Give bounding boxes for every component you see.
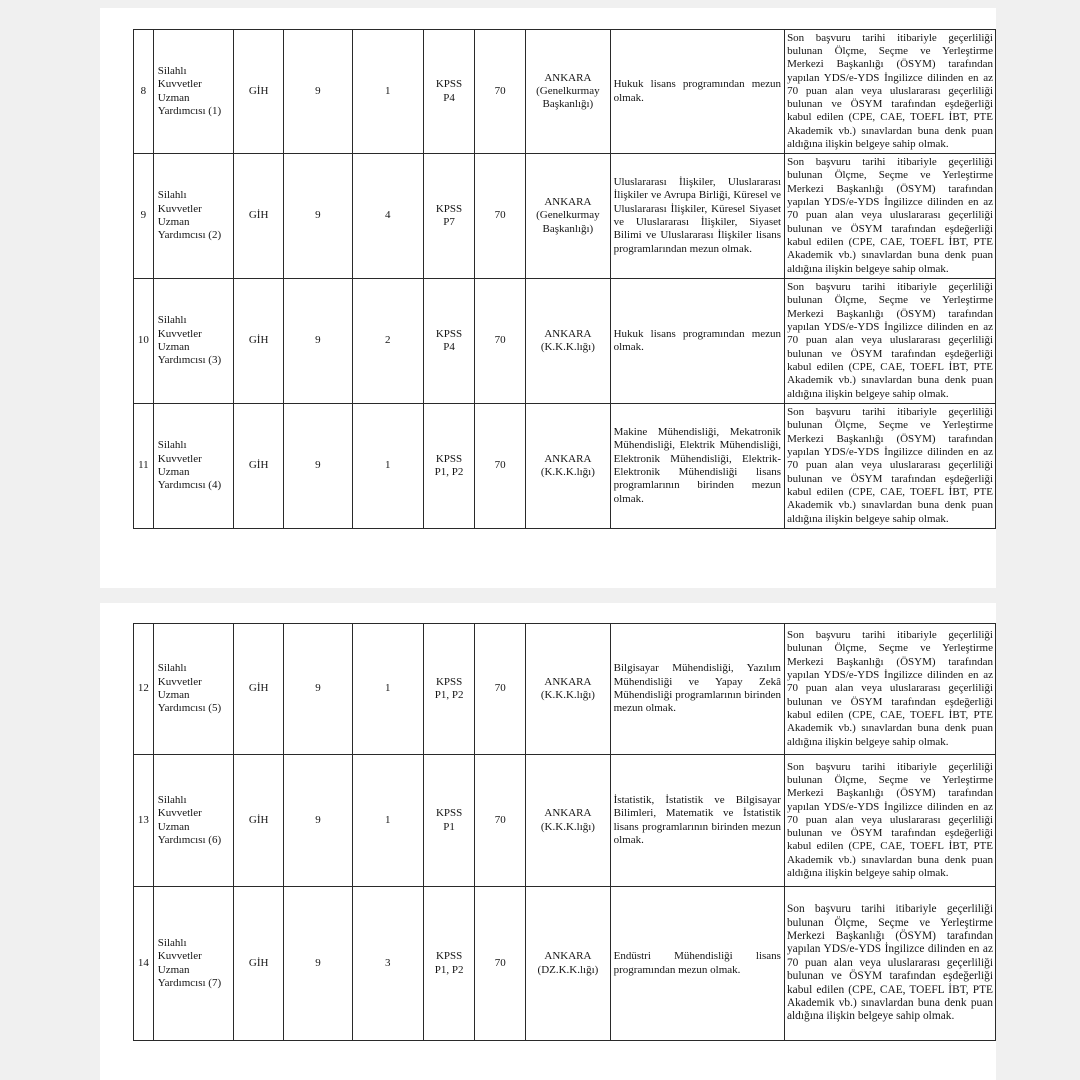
document-page-2 [100,603,996,1080]
row-number: 14 [134,887,154,1041]
vacancy-count: 1 [352,624,423,755]
vacancy-count: 1 [352,404,423,529]
position-title: Silahlı Kuvvetler Uzman Yardımcısı (1) [153,30,233,154]
vacancy-count: 1 [352,755,423,887]
kpss-type: KPSS P4 [423,279,474,404]
unit-code: GİH [234,404,284,529]
grade: 9 [284,279,352,404]
row-number: 9 [134,154,154,279]
min-score: 70 [475,404,526,529]
table-row [134,755,996,887]
language-requirement: Son başvuru tarihi itibariyle geçerliliği bulunan Ölçme, Seçme ve Yerleştirme Merkezi Başkanlığı (ÖSYM) tarafından yapılan YDS/e-YDS İngilizce dilinden en az 70 puan alan veya uluslararası geçerliliği bulunan ve ÖSYM tarafından eşdeğerliği kabul edilen (CPE, CAE, TOEFL İBT, PTE Akademik vb.) sınavlardan buna denk puan aldığına ilişkin belgeye sahip olmak. [785,279,996,404]
table-row [134,154,996,279]
position-title: Silahlı Kuvvetler Uzman Yardımcısı (4) [153,404,233,529]
education-requirement: Hukuk lisans programından mezun olmak. [610,30,784,154]
grade: 9 [284,755,352,887]
education-requirement: Hukuk lisans programından mezun olmak. [610,279,784,404]
kpss-type: KPSS P4 [423,30,474,154]
vacancy-count: 1 [352,30,423,154]
table-row [134,404,996,529]
location: ANKARA (K.K.K.lığı) [526,755,610,887]
position-title: Silahlı Kuvvetler Uzman Yardımcısı (5) [153,624,233,755]
education-requirement: Bilgisayar Mühendisliği, Yazılım Mühendisliği ve Yapay Zekâ Mühendisliği programlarının birinden mezun olmak. [610,624,784,755]
unit-code: GİH [234,30,284,154]
kpss-type: KPSS P1, P2 [423,624,474,755]
kpss-type: KPSS P7 [423,154,474,279]
location: ANKARA (DZ.K.K.lığı) [526,887,610,1041]
grade: 9 [284,887,352,1041]
location: ANKARA (Genelkurmay Başkanlığı) [526,30,610,154]
min-score: 70 [475,154,526,279]
min-score: 70 [475,30,526,154]
unit-code: GİH [234,279,284,404]
positions-table [133,29,996,529]
min-score: 70 [475,279,526,404]
table-row [134,887,996,1041]
table-row [134,30,996,154]
position-title: Silahlı Kuvvetler Uzman Yardımcısı (7) [153,887,233,1041]
row-number: 13 [134,755,154,887]
row-number: 10 [134,279,154,404]
location: ANKARA (K.K.K.lığı) [526,624,610,755]
vacancy-count: 2 [352,279,423,404]
language-requirement: Son başvuru tarihi itibariyle geçerliliği bulunan Ölçme, Seçme ve Yerleştirme Merkezi Başkanlığı (ÖSYM) tarafından yapılan YDS/e-YDS İngilizce dilinden en az 70 puan alan veya uluslararası geçerliliği bulunan ve ÖSYM tarafından eşdeğerliği kabul edilen (CPE, CAE, TOEFL İBT, PTE Akademik vb.) sınavlardan buna denk puan aldığına ilişkin belgeye sahip olmak. [784,887,995,1041]
kpss-type: KPSS P1, P2 [423,404,474,529]
unit-code: GİH [234,755,284,887]
grade: 9 [284,30,352,154]
language-requirement: Son başvuru tarihi itibariyle geçerliliği bulunan Ölçme, Seçme ve Yerleştirme Merkezi Başkanlığı (ÖSYM) tarafından yapılan YDS/e-YDS İngilizce dilinden en az 70 puan alan veya uluslararası geçerliliği bulunan ve ÖSYM tarafından eşdeğerliği kabul edilen (CPE, CAE, TOEFL İBT, PTE Akademik vb.) sınavlardan buna denk puan aldığına ilişkin belgeye sahip olmak. [784,624,995,755]
language-requirement: Son başvuru tarihi itibariyle geçerliliği bulunan Ölçme, Seçme ve Yerleştirme Merkezi Başkanlığı (ÖSYM) tarafından yapılan YDS/e-YDS İngilizce dilinden en az 70 puan alan veya uluslararası geçerliliği bulunan ve ÖSYM tarafından eşdeğerliği kabul edilen (CPE, CAE, TOEFL İBT, PTE Akademik vb.) sınavlardan buna denk puan aldığına ilişkin belgeye sahip olmak. [785,154,996,279]
table-row [134,624,996,755]
language-requirement: Son başvuru tarihi itibariyle geçerliliği bulunan Ölçme, Seçme ve Yerleştirme Merkezi Başkanlığı (ÖSYM) tarafından yapılan YDS/e-YDS İngilizce dilinden en az 70 puan alan veya uluslararası geçerliliği bulunan ve ÖSYM tarafından eşdeğerliği kabul edilen (CPE, CAE, TOEFL İBT, PTE Akademik vb.) sınavlardan buna denk puan aldığına ilişkin belgeye sahip olmak. [785,404,996,529]
grade: 9 [284,154,352,279]
row-number: 11 [134,404,154,529]
unit-code: GİH [234,154,284,279]
row-number: 8 [134,30,154,154]
min-score: 70 [475,624,526,755]
language-requirement: Son başvuru tarihi itibariyle geçerliliği bulunan Ölçme, Seçme ve Yerleştirme Merkezi Başkanlığı (ÖSYM) tarafından yapılan YDS/e-YDS İngilizce dilinden en az 70 puan alan veya uluslararası geçerliliği bulunan ve ÖSYM tarafından eşdeğerliği kabul edilen (CPE, CAE, TOEFL İBT, PTE Akademik vb.) sınavlardan buna denk puan aldığına ilişkin belgeye sahip olmak. [784,755,995,887]
document-page-1 [100,8,996,588]
education-requirement: Endüstri Mühendisliği lisans programından mezun olmak. [610,887,784,1041]
vacancy-count: 4 [352,154,423,279]
grade: 9 [284,624,352,755]
kpss-type: KPSS P1, P2 [423,887,474,1041]
location: ANKARA (K.K.K.lığı) [526,279,610,404]
position-title: Silahlı Kuvvetler Uzman Yardımcısı (3) [153,279,233,404]
grade: 9 [284,404,352,529]
kpss-type: KPSS P1 [423,755,474,887]
education-requirement: Makine Mühendisliği, Mekatronik Mühendisliği, Elektrik Mühendisliği, Elektronik Mühendisliği, Elektrik-Elektronik Mühendisliği lisans programlarının birinden mezun olmak. [610,404,784,529]
education-requirement: Uluslararası İlişkiler, Uluslararası İlişkiler ve Avrupa Birliği, Küresel ve Uluslararası İlişkiler, Küresel Siyaset ve Uluslararası İlişkiler, Siyaset Bilimi ve Uluslararası İlişkiler lisans programlarından mezun olmak. [610,154,784,279]
education-requirement: İstatistik, İstatistik ve Bilgisayar Bilimleri, Matematik ve İstatistik lisans programlarının birinden mezun olmak. [610,755,784,887]
min-score: 70 [475,887,526,1041]
language-requirement: Son başvuru tarihi itibariyle geçerliliği bulunan Ölçme, Seçme ve Yerleştirme Merkezi Başkanlığı (ÖSYM) tarafından yapılan YDS/e-YDS İngilizce dilinden en az 70 puan alan veya uluslararası geçerliliği bulunan ve ÖSYM tarafından eşdeğerliği kabul edilen (CPE, CAE, TOEFL İBT, PTE Akademik vb.) sınavlardan buna denk puan aldığına ilişkin belgeye sahip olmak. [785,30,996,154]
positions-table [133,623,996,1041]
position-title: Silahlı Kuvvetler Uzman Yardımcısı (6) [153,755,233,887]
row-number: 12 [134,624,154,755]
min-score: 70 [475,755,526,887]
unit-code: GİH [234,624,284,755]
location: ANKARA (K.K.K.lığı) [526,404,610,529]
location: ANKARA (Genelkurmay Başkanlığı) [526,154,610,279]
position-title: Silahlı Kuvvetler Uzman Yardımcısı (2) [153,154,233,279]
vacancy-count: 3 [352,887,423,1041]
unit-code: GİH [234,887,284,1041]
table-row [134,279,996,404]
